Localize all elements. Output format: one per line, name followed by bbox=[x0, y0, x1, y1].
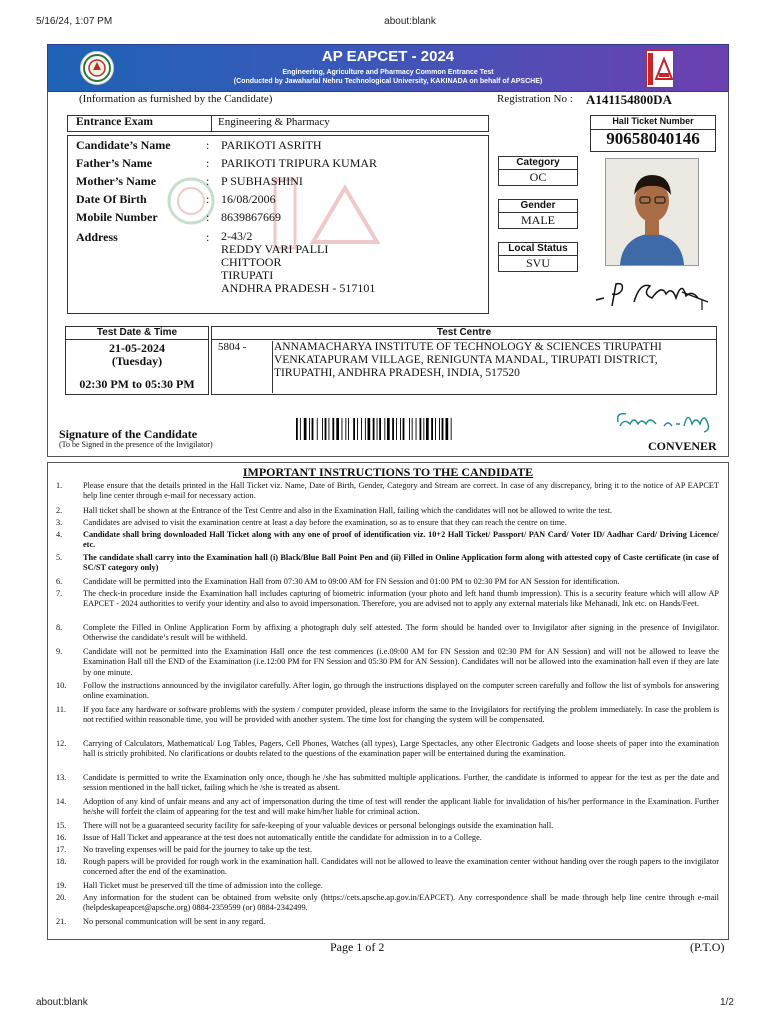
address-line: REDDY VARI PALLI bbox=[221, 242, 329, 256]
signature-label: Signature of the Candidate bbox=[59, 427, 198, 441]
instruction-text: Issue of Hall Ticket and appearance at the test does not automatically entitle the candidate for admission in to a College. bbox=[83, 833, 482, 842]
instruction-text: If you face any hardware or software problems with the system / computer provided, please inform the same to the Invigilators for rectifying the problem immediately. In case the problem is not rectified within reasonable time, you will be provided with another system. The time lost for changing the system will be compensated. bbox=[83, 705, 719, 725]
hall-ticket-number: 90658040146 bbox=[606, 129, 700, 148]
centre-code: 5804 - bbox=[218, 341, 247, 353]
instruction-number: 9. bbox=[56, 647, 63, 656]
instruction-text: Rough papers will be provided for rough work in the examination hall. Candidates will not be allowed to leave the examination center without handing over the rough papers to the invigilator concerned after the end of the examination. bbox=[83, 857, 719, 877]
instruction-number: 11. bbox=[56, 705, 67, 714]
mother-name: P SUBHASHINI bbox=[221, 174, 303, 188]
instruction-number: 2. bbox=[56, 506, 63, 515]
instruction-number: 14. bbox=[56, 797, 67, 806]
instruction-text: Follow the instructions announced by the invigilator carefully. After login, go through the instructions displayed on the computer screen carefully and follow the list of symbols for answering online examination. bbox=[83, 681, 719, 701]
field-label: Mother’s Name bbox=[76, 174, 157, 188]
local-status-value: SVU bbox=[525, 256, 550, 270]
instruction-number: 7. bbox=[56, 589, 63, 598]
address-block bbox=[221, 230, 375, 295]
candidate-details-box: Candidate’s Name : PARIKOTI ASRITH Father’s Name : PARIKOTI TRIPURA KUMAR Mother’s Name : P SUBHASHINI Date Of Birth : 16/08/2006 Mobile Number : 8639867669 Address : 2-43/2 REDDY VARI PALLI CHITTOOR TIRUPATI ANDHRA PRADESH - 517101 bbox=[67, 135, 489, 314]
page-number: Page 1 of 2 bbox=[330, 940, 385, 954]
address-line: 2-43/2 bbox=[221, 229, 253, 243]
instruction-number: 16. bbox=[56, 833, 67, 842]
hall-ticket-label: Hall Ticket Number bbox=[591, 116, 715, 130]
instruction-text: Candidate will be permitted into the Examination Hall from 07:30 AM to 09:00 AM for FN Session and 01:00 PM to 02:30 PM for AN Session for identification. bbox=[83, 577, 620, 586]
test-date-label: Test Date & Time bbox=[66, 327, 208, 340]
barcode bbox=[296, 418, 506, 440]
instruction-number: 13. bbox=[56, 773, 67, 782]
instruction-number: 4. bbox=[56, 530, 63, 539]
instruction-text: Any information for the student can be obtained from website only (https://cets.apsche.ap.gov.in/EAPCET). Any correspondence shall be made through help line centre through e-mail (helpdeskapeapcet@apsche.org) 0884-2359599 (or) 0884-2342499. bbox=[83, 893, 719, 913]
instruction-text: Candidate is permitted to write the Examination only once, though he /she has submitted multiple applications. Further, the candidate is informed to appear for the test as per the date and session mentioned in the hall ticket, failing which he /she is treated as absent. bbox=[83, 773, 719, 793]
centre-line: TIRUPATHI, ANDHRA PRADESH, INDIA, 517520 bbox=[274, 367, 520, 379]
local-status-label: Local Status bbox=[499, 243, 577, 256]
convener-signature-image bbox=[612, 406, 716, 436]
instruction-number: 5. bbox=[56, 553, 63, 562]
instruction-text: No traveling expenses will be paid for the journey to take up the test. bbox=[83, 845, 313, 854]
instruction-number: 12. bbox=[56, 739, 67, 748]
instruction-text: Please ensure that the details printed in the Hall Ticket viz. Name, Date of Birth, Gender, Category and Stream are correct. In case of any discrepancy, bring it to the notice of AP EAPCET help line center through e-mail for necessary action. bbox=[83, 481, 719, 501]
gender-box bbox=[498, 199, 578, 229]
candidate-signature-image bbox=[590, 276, 714, 312]
field-label: Candidate’s Name bbox=[76, 138, 171, 152]
instruction-number: 18. bbox=[56, 857, 67, 866]
address-line: ANDHRA PRADESH - 517101 bbox=[221, 281, 376, 295]
instructions-title: IMPORTANT INSTRUCTIONS TO THE CANDIDATE bbox=[242, 465, 534, 479]
instruction-text: Hall ticket shall be shown at the Entrance of the Test Centre and also in the Examination Hall, failing which the candidates will not be allowed to write the test. bbox=[83, 506, 612, 515]
mobile-number: 8639867669 bbox=[221, 210, 281, 224]
instruction-number: 3. bbox=[56, 518, 63, 527]
entrance-exam-label: Entrance Exam bbox=[76, 116, 153, 128]
registration-number: A141154800DA bbox=[586, 92, 672, 107]
print-page-count: 1/2 bbox=[720, 997, 734, 1008]
category-box bbox=[498, 156, 578, 186]
instruction-number: 20. bbox=[56, 893, 67, 902]
convener-label: CONVENER bbox=[648, 439, 717, 453]
address-line: CHITTOOR bbox=[221, 255, 282, 269]
field-label: Date Of Birth bbox=[76, 192, 147, 206]
father-name: PARIKOTI TRIPURA KUMAR bbox=[221, 156, 378, 170]
registration-label: Registration No : bbox=[497, 93, 573, 105]
instruction-number: 6. bbox=[56, 577, 63, 586]
print-footer-url: about:blank bbox=[36, 997, 88, 1008]
test-centre-label: Test Centre bbox=[212, 327, 716, 340]
banner-conducted-by: (Conducted by Jawaharlal Nehru Technological University, KAKINADA on behalf of APSCHE) bbox=[233, 78, 543, 85]
signature-note: (To be Signed in the presence of the Invigilator) bbox=[59, 440, 213, 449]
test-day: (Tuesday) bbox=[111, 354, 163, 368]
instruction-number: 15. bbox=[56, 821, 67, 830]
field-label: Father’s Name bbox=[76, 156, 153, 170]
instruction-text: Hall Ticket must be preserved till the time of admission into the college. bbox=[83, 881, 323, 890]
instruction-text: The check-in procedure inside the Examination hall includes capturing of biometric information (your photo and left hand thumb impression). This is a security feature which will allow AP EAPCET - 2024 authorities to verify your identity and also to avoid impersonation. Therefore, you are advised not to apply any external materials like Mehanadi, Ink etc. on Hands/Feet. bbox=[83, 589, 719, 609]
instruction-number: 1. bbox=[56, 481, 63, 490]
instruction-number: 8. bbox=[56, 623, 63, 632]
print-page-title: about:blank bbox=[384, 16, 436, 27]
address-line: TIRUPATI bbox=[221, 268, 274, 282]
candidate-name: PARIKOTI ASRITH bbox=[221, 138, 322, 152]
entrance-exam-box bbox=[67, 115, 489, 132]
info-note: (Information as furnished by the Candidate) bbox=[79, 93, 273, 105]
instruction-number: 17. bbox=[56, 845, 67, 854]
instruction-text: Candidates are advised to visit the examination centre at least a day before the examination, so as to ensure that they can reach the centre on time. bbox=[83, 518, 567, 527]
gender-label: Gender bbox=[499, 200, 577, 213]
centre-address bbox=[274, 341, 662, 380]
local-status-box bbox=[498, 242, 578, 272]
banner-subtitle: Engineering, Agriculture and Pharmacy Common Entrance Test bbox=[282, 69, 494, 76]
category-value: OC bbox=[529, 170, 547, 184]
instruction-text: Candidate shall bring downloaded Hall Ticket along with any one of proof of identification viz. 10+2 Hall Ticket/ Passport/ PAN Card/ Voter ID/ Aadhar Card/ Driving Licence/ etc. bbox=[83, 530, 719, 550]
centre-line: ANNAMACHARYA INSTITUTE OF TECHNOLOGY & SCIENCES TIRUPATHI bbox=[274, 341, 662, 353]
apsche-logo-icon bbox=[646, 50, 674, 88]
instruction-text: Adoption of any kind of unfair means and any act of impersonation during the time of test will render the applicant liable for invalidation of his/her performance in the Examination. Further he/she will forfeit the claim of appearing for the test and will make him/her liable for criminal action. bbox=[83, 797, 719, 817]
pto-label: (P.T.O) bbox=[690, 940, 725, 954]
instruction-number: 21. bbox=[56, 917, 67, 926]
entrance-exam-value: Engineering & Pharmacy bbox=[218, 116, 330, 128]
hall-ticket-box bbox=[590, 115, 716, 152]
test-date-box bbox=[65, 326, 209, 395]
instruction-text: No personal communication will be sent in any regard. bbox=[83, 917, 266, 926]
instruction-text: Complete the Filled in Online Application Form by affixing a photograph duly self attested. The form should be handed over to Invigilator after signing in the presence of Invigilator. Otherwise the candidate’s result will be withheld. bbox=[83, 623, 719, 643]
banner-title: AP EAPCET - 2024 bbox=[321, 48, 455, 65]
date-of-birth: 16/08/2006 bbox=[221, 192, 276, 206]
print-datetime: 5/16/24, 1:07 PM bbox=[36, 16, 113, 27]
instruction-text: Carrying of Calculators, Mathematical/ Log Tables, Pagers, Cell Phones, Watches (all types), Large Spectacles, any other Electronic Gadgets and loose sheets of paper into the examination hall is strictly prohibited. No clarifications or doubts related to the questions of the examination paper will be entertained during the examination. bbox=[83, 739, 719, 759]
instruction-number: 10. bbox=[56, 681, 67, 690]
instructions-box bbox=[47, 462, 729, 940]
header-banner bbox=[47, 44, 729, 92]
category-label: Category bbox=[499, 157, 577, 170]
test-centre-box bbox=[211, 326, 717, 395]
address-label: Address bbox=[76, 230, 118, 244]
instruction-text: There will not be a guaranteed security facility for safe-keeping of your valuable devices or personal belongings outside the examination hall. bbox=[83, 821, 554, 830]
field-label: Mobile Number bbox=[76, 210, 158, 224]
centre-line: VENKATAPURAM VILLAGE, RENIGUNTA MANDAL, TIRUPATI DISTRICT, bbox=[274, 354, 658, 366]
candidate-photo bbox=[605, 158, 699, 266]
test-date: 21-05-2024 bbox=[109, 341, 165, 355]
gender-value: MALE bbox=[521, 213, 555, 227]
instruction-text: Candidate will not be permitted into the Examination Hall once the test commences (i.e.09:00 AM for FN Session and 02:30 PM for AN Session) and will not be allowed to leave the Examination Hall till the END of the Examination (i.e.12:00 PM for FN Session and 05:30 PM for AN Session). Candidates will not be allowed into the examination hall even if they are late by one minute. bbox=[83, 647, 719, 677]
instruction-text: The candidate shall carry into the Examination hall (i) Black/Blue Ball Point Pen and (ii) Filled in Online Application form along with attested copy of Caste certificate (in case of SC/ST category only) bbox=[83, 553, 719, 573]
test-time: 02:30 PM to 05:30 PM bbox=[79, 377, 195, 391]
instruction-number: 19. bbox=[56, 881, 67, 890]
